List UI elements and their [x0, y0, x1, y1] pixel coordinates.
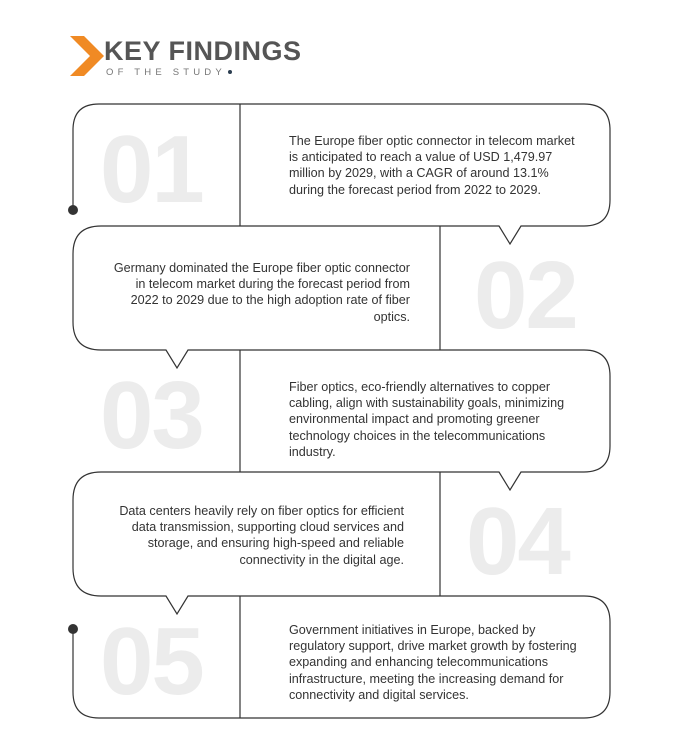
finding-number-2: 02	[474, 242, 577, 349]
finding-number-5: 05	[100, 608, 203, 715]
finding-number-4: 04	[466, 488, 569, 595]
finding-number-1: 01	[100, 116, 203, 223]
finding-text-1: The Europe fiber optic connector in telecom market is anticipated to reach a value of USD 1,479.97 million by 2029, with a CAGR of around 13.1% during the forecast period from 2022 to 2029.	[289, 134, 575, 197]
finding-text-2: Germany dominated the Europe fiber optic connector in telecom market during the forecast period from 2022 to 2029 due to the high adoption rate of fiber optics.	[113, 261, 410, 324]
end-dot	[68, 624, 78, 634]
page-title: KEY FINDINGS	[104, 36, 302, 66]
finding-number-3: 03	[100, 362, 203, 469]
page-subtitle-text: OF THE STUDY	[106, 67, 226, 78]
finding-text-5: Government initiatives in Europe, backed by regulatory support, drive market growth by fostering expanding and enhancing telecommunications infrastructure, meeting the increasing demand for connectivity and digital services.	[289, 623, 577, 702]
finding-text-3: Fiber optics, eco-friendly alternatives to copper cabling, align with sustainability goals, minimizing environmental impact and promoting greener technology choices in the telecommunications industry.	[289, 380, 565, 459]
start-dot	[68, 205, 78, 215]
finding-text-4: Data centers heavily rely on fiber optics for efficient data transmission, supporting cloud services and storage, and ensuring high-speed and reliable connectivity in the digital age.	[119, 504, 404, 567]
